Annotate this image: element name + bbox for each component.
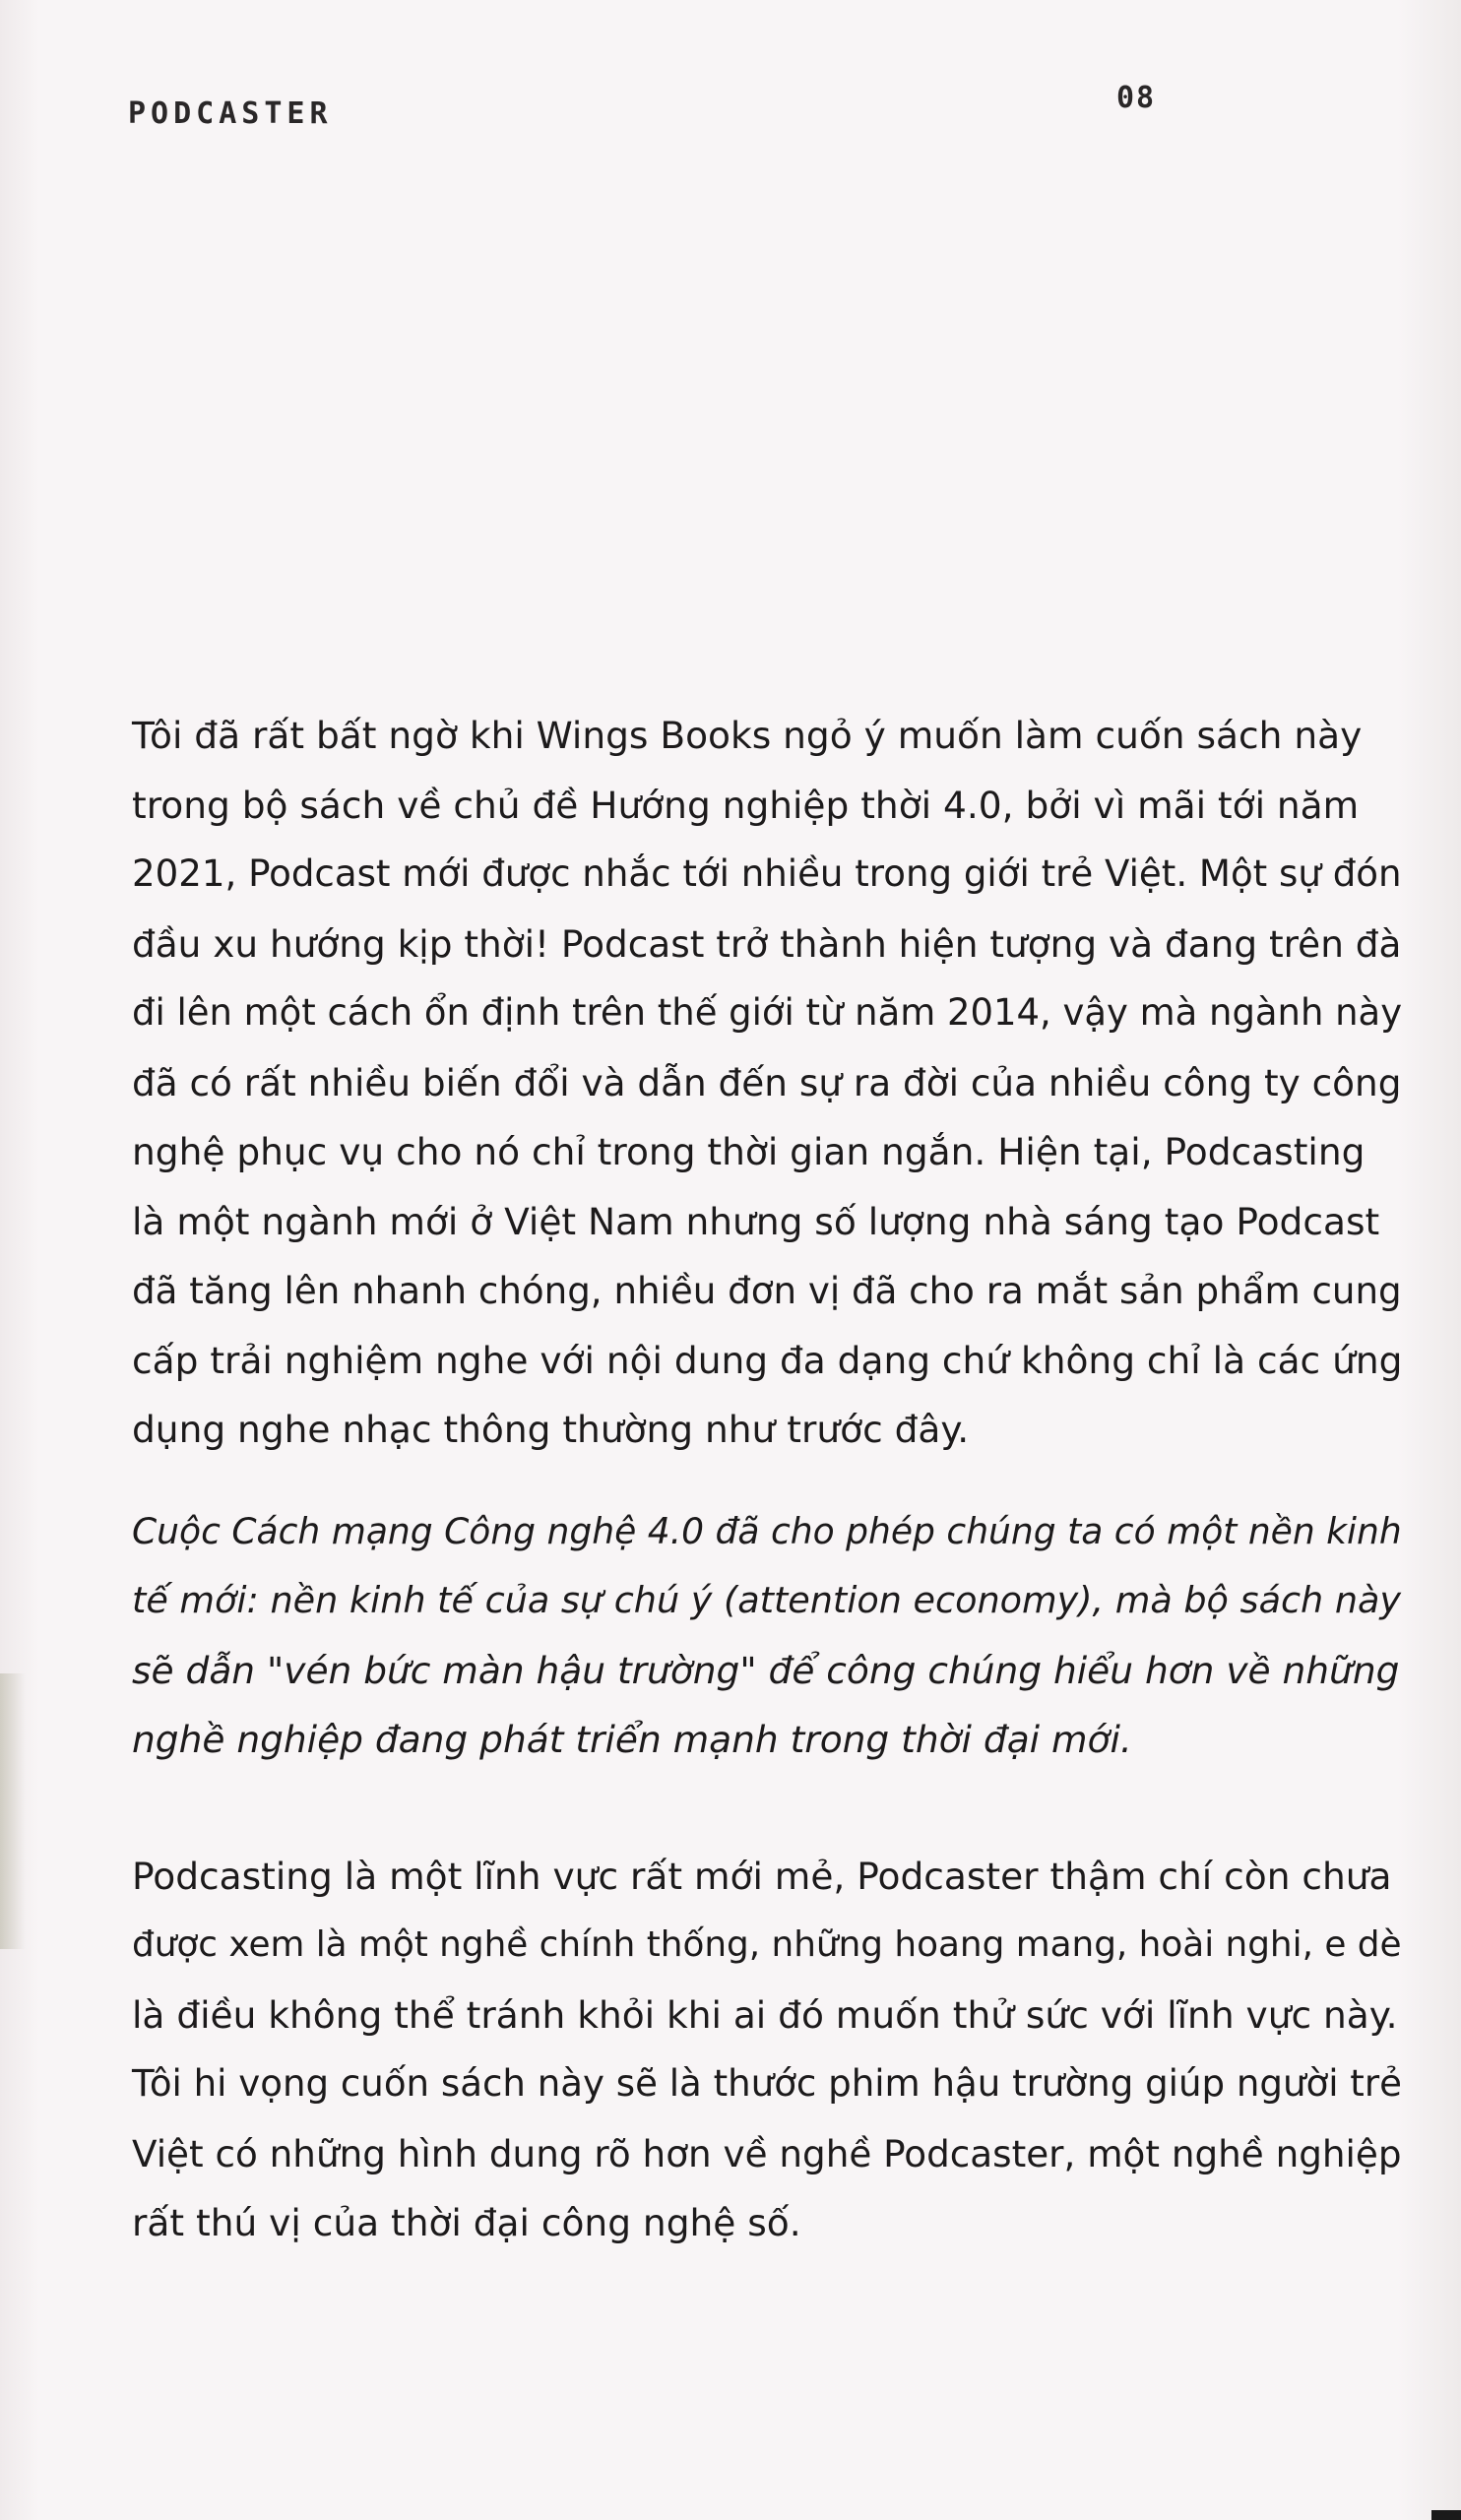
paragraph-line: trong bộ sách về chủ đề Hướng nghiệp thời 4.0, bởi vì mãi tới năm — [132, 783, 1360, 827]
paragraph-line: dụng nghe nhạc thông thường như trước đây. — [132, 1408, 970, 1451]
page-edge-shadow — [0, 1673, 26, 1949]
paragraph-line: được xem là một nghề chính thống, những hoang mang, hoài nghi, e dè — [132, 1924, 1402, 1965]
paragraph-3 — [132, 1842, 1402, 2258]
paragraph-line: 2021, Podcast mới được nhắc tới nhiều trong giới trẻ Việt. Một sự đón — [132, 852, 1402, 895]
paragraph-line: nghệ phục vụ cho nó chỉ trong thời gian ngắn. Hiện tại, Podcasting — [132, 1130, 1366, 1173]
paragraph-1 — [132, 701, 1403, 1465]
running-title: PODCASTER — [128, 96, 333, 131]
paragraph-line: Tôi đã rất bất ngờ khi Wings Books ngỏ ý muốn làm cuốn sách này — [132, 714, 1363, 757]
paragraph-line: cấp trải nghiệm nghe với nội dung đa dạng chứ không chỉ là các ứng — [132, 1338, 1403, 1382]
paragraph-line: Cuộc Cách mạng Công nghệ 4.0 đã cho phép chúng ta có một nền kinh — [132, 1510, 1402, 1552]
paragraph-line: đã có rất nhiều biến đổi và dẫn đến sự ra đời của nhiều công ty công — [132, 1060, 1402, 1104]
paragraph-line: tế mới: nền kinh tế của sự chú ý (attention economy), mà bộ sách này — [132, 1579, 1402, 1621]
paragraph-line: đã tăng lên nhanh chóng, nhiều đơn vị đã cho ra mắt sản phẩm cung — [132, 1269, 1402, 1312]
body-text — [132, 701, 1403, 2258]
paragraph-line: sẽ dẫn "vén bức màn hậu trường" để công chúng hiểu hơn về những — [132, 1648, 1400, 1692]
paragraph-line: nghề nghiệp đang phát triển mạnh trong thời đại mới. — [132, 1718, 1132, 1761]
paragraph-line: rất thú vị của thời đại công nghệ số. — [132, 2201, 801, 2244]
page-corner-shadow — [1431, 2510, 1461, 2520]
paragraph-line: Podcasting là một lĩnh vực rất mới mẻ, Podcaster thậm chí còn chưa — [132, 1854, 1392, 1898]
paragraph-line: đầu xu hướng kịp thời! Podcast trở thành hiện tượng và đang trên đà — [132, 921, 1402, 966]
page-number: 08 — [1116, 81, 1157, 115]
paragraph-line: là một ngành mới ở Việt Nam nhưng số lượng nhà sáng tạo Podcast — [132, 1199, 1380, 1243]
paragraph-line: đi lên một cách ổn định trên thế giới từ năm 2014, vậy mà ngành này — [132, 991, 1403, 1034]
paragraph-line: Tôi hi vọng cuốn sách này sẽ là thước phim hậu trường giúp người trẻ — [132, 2062, 1402, 2105]
paragraph-line: là điều không thể tránh khỏi khi ai đó muốn thử sức với lĩnh vực này. — [132, 1992, 1398, 2037]
paragraph-2 — [132, 1497, 1402, 1775]
paragraph-line: Việt có những hình dung rõ hơn về nghề Podcaster, một nghề nghiệp — [132, 2131, 1402, 2175]
